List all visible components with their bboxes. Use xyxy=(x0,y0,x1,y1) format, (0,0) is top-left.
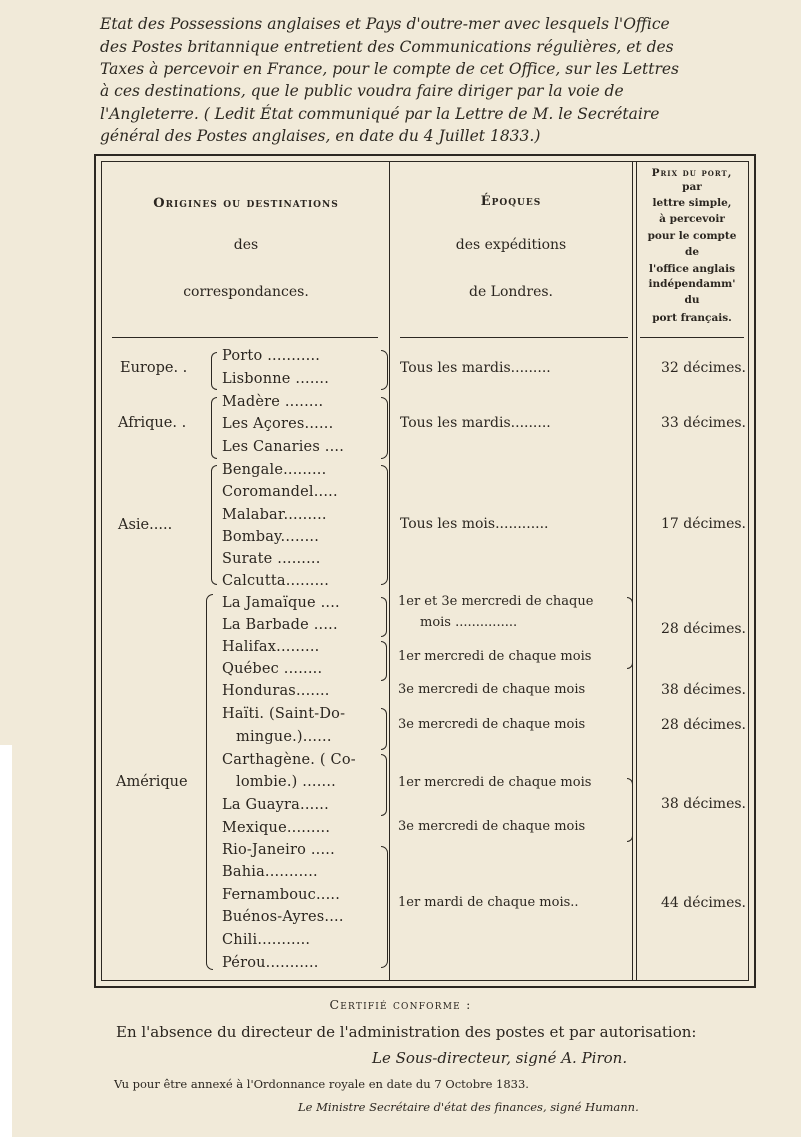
place-porto: Porto ........... xyxy=(222,348,321,364)
column-divider-2 xyxy=(632,161,633,981)
epoch-mexique: 3e mercredi de chaque mois xyxy=(398,819,586,834)
region-amerique: Amérique xyxy=(116,774,188,790)
place-perou: Pérou........... xyxy=(222,955,319,971)
brace-europe xyxy=(211,352,217,390)
header-rule-3 xyxy=(640,337,744,338)
footer-absence: En l'absence du directeur de l'administration des postes et par autorisation: xyxy=(116,1023,697,1041)
epoch-asie: Tous les mois............ xyxy=(400,516,549,532)
place-surate: Surate ......... xyxy=(222,551,321,567)
epoch-haiti: 3e mercredi de chaque mois xyxy=(398,717,586,732)
price-afrique: 33 décimes. xyxy=(660,415,746,431)
epochs-header-1: Époques xyxy=(480,194,542,209)
footer-certifie: Certifié conforme : xyxy=(329,997,472,1012)
place-bahia: Bahia........... xyxy=(222,864,318,880)
epoch-jamaique-2: mois ............... xyxy=(420,615,518,630)
brace-epoch-jamaique-halifax xyxy=(627,597,633,669)
price-asie: 17 décimes. xyxy=(660,516,746,532)
epoch-afrique: Tous les mardis......... xyxy=(400,415,551,431)
place-acores: Les Açores...... xyxy=(222,416,334,432)
brace-amerique xyxy=(206,594,213,970)
price-honduras: 38 décimes. xyxy=(660,682,746,698)
epoch-honduras: 3e mercredi de chaque mois xyxy=(398,682,586,697)
price-header-2: par xyxy=(682,181,702,193)
footer-vu: Vu pour être annexé à l'Ordonnance royale en date du 7 Octobre 1833. xyxy=(114,1077,529,1091)
price-header-6: de xyxy=(684,246,700,258)
header-line-6: général des Postes anglaises, en date du 4 Juillet 1833.) xyxy=(100,127,541,145)
header-line-1: Etat des Possessions anglaises et Pays d'outre-mer avec lesquels l'Office xyxy=(100,15,670,33)
place-carthagene-2: lombie.) ....... xyxy=(236,774,336,790)
brace-right-carthagene xyxy=(381,754,387,816)
page-edge-strip xyxy=(0,745,12,1137)
origins-header-3: correspondances. xyxy=(183,284,309,300)
place-haiti-1: Haïti. (Saint-Do- xyxy=(222,706,346,722)
place-bombay: Bombay........ xyxy=(222,529,320,545)
place-bengale: Bengale......... xyxy=(222,462,327,478)
price-header-4: à percevoir xyxy=(659,213,725,225)
region-afrique: Afrique. . xyxy=(118,415,187,431)
header-line-5: l'Angleterre. ( Ledit État communiqué par la Lettre de M. le Secrétaire xyxy=(100,105,660,123)
place-calcutta: Calcutta......... xyxy=(222,573,330,589)
price-header-10: port français. xyxy=(652,312,732,324)
footer-sous-directeur: Le Sous-directeur, signé A. Piron. xyxy=(372,1049,628,1067)
brace-epoch-carthagene-mexique xyxy=(627,778,633,842)
price-europe: 32 décimes. xyxy=(660,360,746,376)
place-chili: Chili........... xyxy=(222,932,311,948)
place-barbade: La Barbade ..... xyxy=(222,617,338,633)
brace-right-haiti xyxy=(381,708,387,750)
header-rule-2 xyxy=(400,337,628,338)
brace-right-rio xyxy=(381,846,388,968)
price-jamaique-halifax: 28 décimes. xyxy=(660,621,746,637)
origins-header-1: Origines ou destinations xyxy=(153,196,339,211)
place-mexique: Mexique......... xyxy=(222,820,331,836)
header-line-3: Taxes à percevoir en France, pour le compte de cet Office, sur les Lettres xyxy=(100,60,679,78)
header-line-2: des Postes britannique entretient des Communications régulières, et des xyxy=(100,38,674,56)
footer-ministre: Le Ministre Secrétaire d'état des finances, signé Humann. xyxy=(298,1100,639,1114)
place-madere: Madère ........ xyxy=(222,394,324,410)
epoch-carthagene: 1er mercredi de chaque mois xyxy=(398,775,592,790)
place-malabar: Malabar......... xyxy=(222,507,327,523)
region-europe: Europe. . xyxy=(120,360,188,376)
epochs-header-2: des expéditions xyxy=(455,237,567,253)
place-quebec: Québec ........ xyxy=(222,661,323,677)
place-haiti-2: mingue.)...... xyxy=(236,729,332,745)
place-rio: Rio-Janeiro ..... xyxy=(222,842,335,858)
brace-asie xyxy=(211,465,217,585)
brace-right-afrique xyxy=(381,397,388,459)
region-asie: Asie..... xyxy=(118,517,173,533)
brace-right-europe xyxy=(381,350,388,390)
price-header-7: l'office anglais xyxy=(648,263,735,275)
place-honduras: Honduras....... xyxy=(222,683,330,699)
price-header-9: du xyxy=(684,294,700,306)
price-header-3: lettre simple, xyxy=(652,197,732,209)
header-line-4: à ces destinations, que le public voudra faire diriger par la voie de xyxy=(100,82,624,100)
price-header-1: Prix du port, xyxy=(651,167,733,179)
place-guayra: La Guayra...... xyxy=(222,797,329,813)
origins-header-2: des xyxy=(233,237,259,253)
brace-right-jamaique xyxy=(381,597,387,637)
epoch-europe: Tous les mardis......... xyxy=(400,360,551,376)
brace-afrique xyxy=(211,397,217,459)
epochs-header-3: de Londres. xyxy=(468,284,553,300)
brace-right-asie xyxy=(381,465,388,585)
place-jamaique: La Jamaïque .... xyxy=(222,595,340,611)
brace-right-halifax xyxy=(381,641,387,681)
price-header-5: pour le compte xyxy=(647,230,737,242)
epoch-halifax: 1er mercredi de chaque mois xyxy=(398,649,592,664)
price-carthagene-mexique: 38 décimes. xyxy=(660,796,746,812)
place-canaries: Les Canaries .... xyxy=(222,439,345,455)
header-rule-1 xyxy=(112,337,378,338)
price-header-8: indépendamm' xyxy=(648,278,736,290)
price-haiti: 28 décimes. xyxy=(660,717,746,733)
place-buenos-ayres: Buénos-Ayres.... xyxy=(222,909,344,925)
place-halifax: Halifax......... xyxy=(222,639,320,655)
epoch-rio: 1er mardi de chaque mois.. xyxy=(398,895,579,910)
column-divider-1 xyxy=(389,161,390,981)
place-lisbonne: Lisbonne ....... xyxy=(222,371,330,387)
place-coromandel: Coromandel..... xyxy=(222,484,338,500)
place-fernambouc: Fernambouc..... xyxy=(222,887,341,903)
price-rio-perou: 44 décimes. xyxy=(660,895,746,911)
place-carthagene-1: Carthagène. ( Co- xyxy=(222,752,356,768)
epoch-jamaique-1: 1er et 3e mercredi de chaque xyxy=(398,594,594,609)
